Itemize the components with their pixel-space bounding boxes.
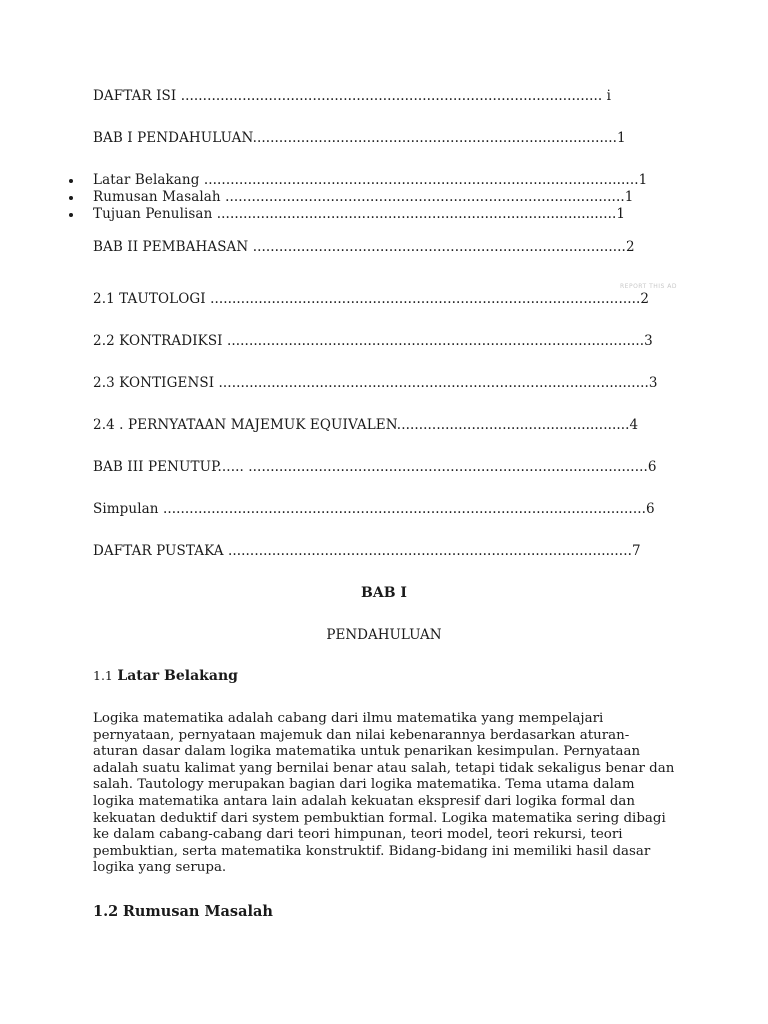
paragraph-line: logika yang serupa.	[93, 860, 227, 876]
chapter-title: PENDAHULUAN	[326, 627, 442, 643]
toc-bab-2: BAB II PEMBAHASAN .....................................................................................2	[93, 239, 635, 255]
section-title: Rumusan Masalah	[122, 903, 273, 920]
toc-2-4-pernyataan-majemuk: 2.4 . PERNYATAAN MAJEMUK EQUIVALEN.....................................................4	[93, 417, 639, 433]
section-heading-rumusan-masalah	[93, 903, 273, 920]
paragraph-line: kekuatan deduktif dari system pembuktian formal. Logika matematika sering dibagi	[93, 810, 666, 826]
report-ad-link[interactable]: REPORT THIS AD	[620, 283, 677, 290]
section-number: 1.2	[93, 903, 119, 920]
paragraph-line: ke dalam cabang-cabang dari teori himpunan, teori model, teori rekursi, teori	[93, 827, 623, 843]
section-heading-latar-belakang	[93, 668, 238, 684]
toc-tujuan-penulisan: Tujuan Penulisan ...........................................................................................1	[93, 206, 626, 222]
paragraph-line: logika matematika antara lain adalah kekuatan ekspresif dari logika formal dan	[93, 793, 636, 809]
paragraph-line: adalah suatu kalimat yang bernilai benar atau salah, tetapi tidak sekaligus benar dan	[93, 760, 675, 776]
toc-2-2-kontradiksi: 2.2 KONTRADIKSI ...............................................................................................3	[93, 333, 653, 349]
bullet-icon	[69, 179, 73, 183]
paragraph-line: salah. Tautology merupakan bagian dari logika matematika. Tema utama dalam	[93, 777, 635, 793]
paragraph-line: pembuktian, serta matematika konstruktif. Bidang-bidang ini memiliki hasil dasar	[93, 843, 651, 859]
toc-simpulan: Simpulan ..............................................................................................................6	[93, 501, 655, 517]
toc-2-1-tautologi: 2.1 TAUTOLOGI ..................................................................................................2	[93, 291, 650, 307]
section-number: 1.1	[93, 668, 113, 683]
bullet-icon	[69, 196, 73, 200]
paragraph-line: Logika matematika adalah cabang dari ilmu matematika yang mempelajari	[93, 711, 604, 726]
toc-2-3-kontigensi: 2.3 KONTIGENSI ..................................................................................................3	[93, 375, 658, 391]
toc-bab-3: BAB III PENUTUP...... ...........................................................................................6	[93, 459, 657, 475]
bullet-icon	[69, 213, 73, 217]
toc-latar-belakang: Latar Belakang ...................................................................................................1	[93, 172, 648, 188]
paragraph-line: pernyataan, pernyataan majemuk dan nilai kebenarannya berdasarkan aturan-	[93, 727, 630, 743]
chapter-label: BAB I	[361, 585, 407, 601]
body-paragraph	[93, 711, 683, 877]
paragraph-line: aturan dasar dalam logika matematika untuk penarikan kesimpulan. Pernyataan	[93, 744, 641, 760]
toc-bab-1: BAB I PENDAHULUAN...................................................................................1	[93, 130, 626, 146]
toc-daftar-pustaka: DAFTAR PUSTAKA ............................................................................................7	[93, 543, 641, 559]
section-title: Latar Belakang	[117, 668, 238, 684]
toc-rumusan-masalah: Rumusan Masalah ...........................................................................................1	[93, 189, 634, 205]
toc-daftar-isi: DAFTAR ISI ................................................................................................ i	[93, 88, 612, 104]
